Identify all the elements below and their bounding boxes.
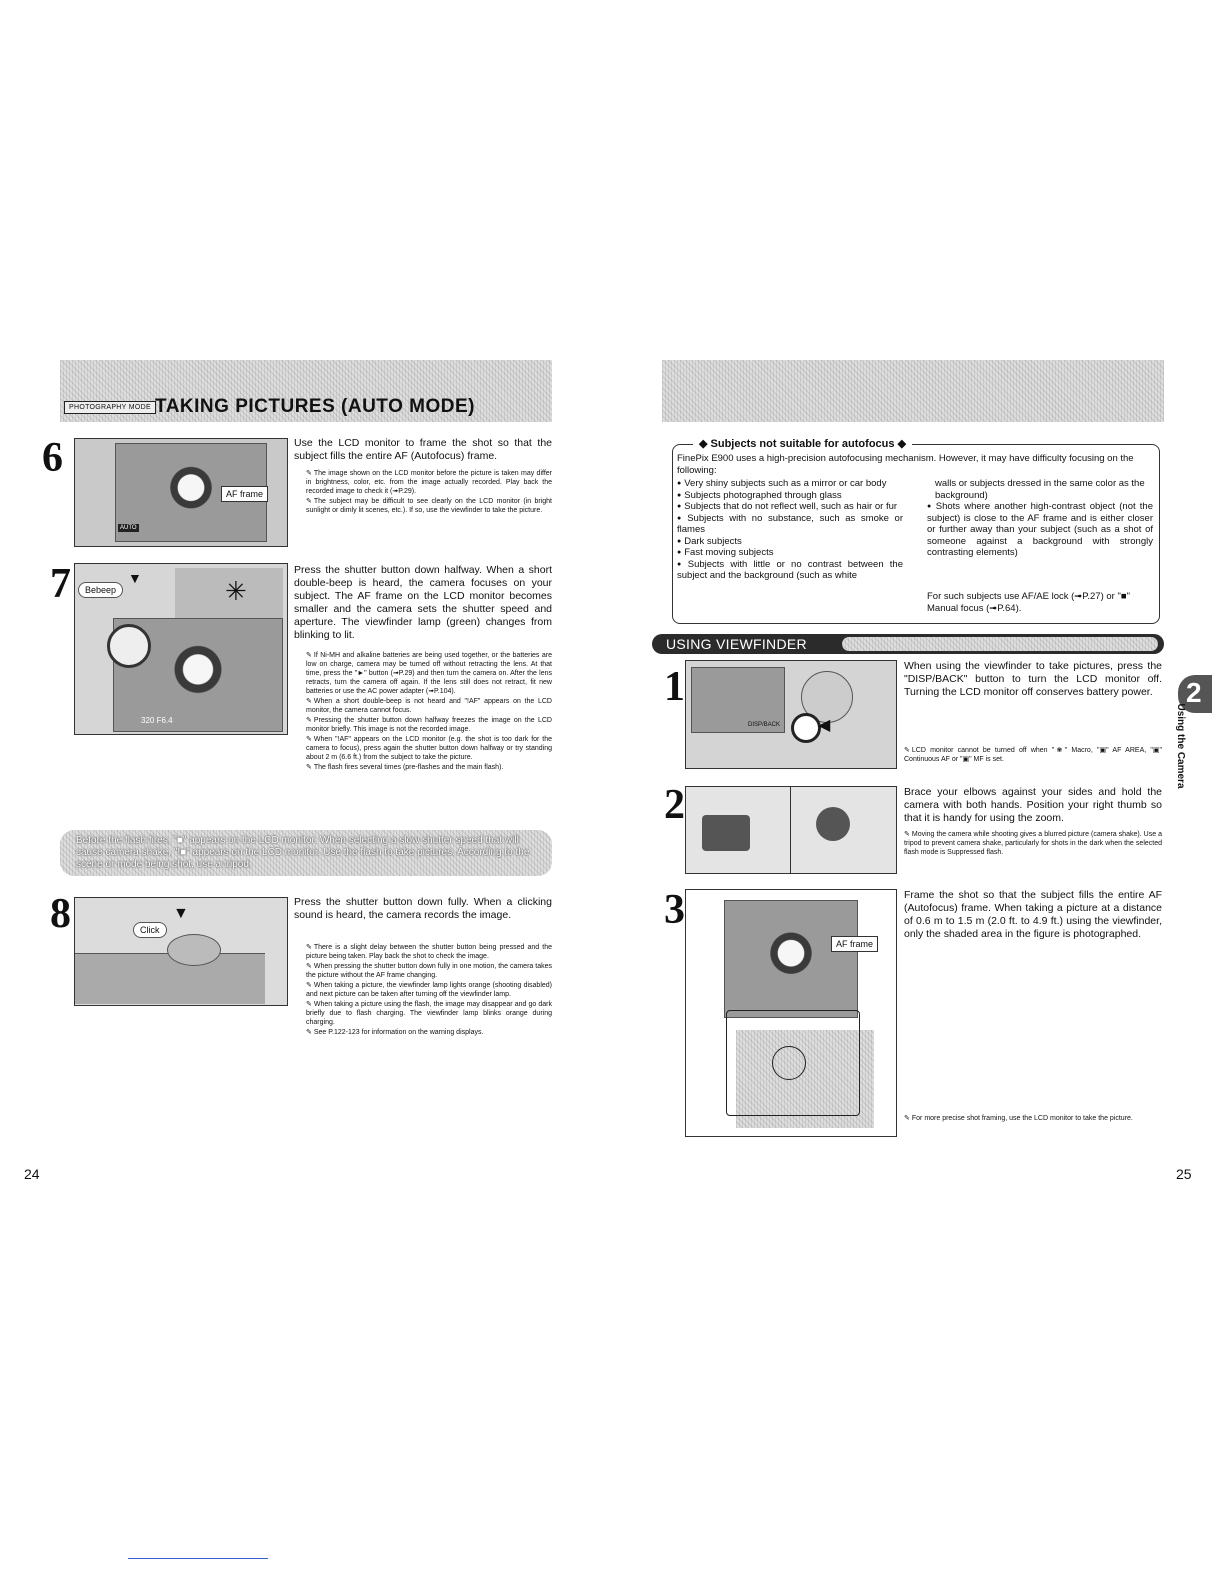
list-item: ● Very shiny subjects such as a mirror or car body [677,478,903,490]
v3-note: ✎ For more precise shot framing, use the LCD monitor to take the picture. [904,1114,1162,1123]
viewfinder-framing-illustration [685,889,897,1137]
shutter-press-arrow-icon: ▼ [173,905,189,922]
note: ✎ Pressing the shutter button down halfway freezes the image on the LCD monitor briefly. This image is not the recorded image. [306,716,552,734]
page-title: TAKING PICTURES (AUTO MODE) [155,396,475,417]
auto-mode-icon: AUTO [120,525,137,531]
click-bubble: Click [133,922,167,938]
side-hold-drawing [816,807,850,841]
list-item: ● Subjects photographed through glass [677,490,903,502]
note: ✎ When pressing the shutter button down fully in one motion, the camera takes the picture without the AF frame changing. [306,962,552,980]
front-hold-drawing [702,815,750,851]
list-item: ● Dark subjects [677,536,903,548]
chapter-tab-label: Using the Camera [1175,703,1186,789]
af-frame-callout: AF frame [221,486,268,502]
shutter-press-arrow-icon: ▼ [128,570,142,586]
page-number: 25 [1176,1166,1192,1182]
disp-back-button [791,713,821,743]
af-box-list-right [927,501,1153,559]
photography-mode-badge [64,401,156,414]
viewfinder-header-label: USING VIEWFINDER [666,636,807,652]
af-box-title [693,437,912,450]
top-banner [662,360,1164,422]
camera-body-drawing [75,953,265,1004]
diamond-icon: ◆ [699,438,708,450]
step-number: 8 [50,891,71,937]
list-item: ● Subjects with no substance, such as smoke or flames [677,513,903,536]
af-frame-callout: AF frame [831,936,878,952]
beep-bubble: Bebeep [78,582,123,598]
step8-text: Press the shutter button down fully. When a clicking sound is heard, the camera records the image. [294,896,552,921]
step-number: 2 [664,782,685,828]
page-number: 24 [24,1166,40,1182]
link-underline [128,1558,268,1559]
lcd-readout: 320 F6.4 [141,716,173,725]
step6-notes [306,469,552,516]
step8-notes [306,943,552,1038]
chapter-tab-number: 2 [1186,677,1202,708]
note: ✎ The flash fires several times (pre-flashes and the main flash). [306,763,552,772]
note: ✎ When taking a picture, the viewfinder lamp lights orange (shooting disabled) and next picture can be taken after turning off the viewfinder lamp. [306,981,552,999]
step6-text: Use the LCD monitor to frame the shot so that the subject fills the entire AF (Autofocus) frame. [294,437,552,462]
af-box-intro: FinePix E900 uses a high-precision autofocusing mechanism. However, it may have difficulty focusing on the following: [677,453,1134,476]
list-item: ● Subjects that do not reflect well, such as hair or fur [677,501,903,513]
divider [790,787,791,873]
af-target-circle [772,1046,806,1080]
header-fade [842,637,1158,651]
af-unsuitable-box [672,438,1160,624]
af-box-list-continuation: walls or subjects dressed in the same color as the background) [935,478,1145,501]
af-box-title-text: Subjects not suitable for autofocus [710,438,895,450]
step-number: 1 [664,664,685,710]
note: ✎ When a short double-beep is not heard and "!AF" appears on the LCD monitor, the camera cannot focus. [306,697,552,715]
diamond-icon: ◆ [897,438,907,450]
press-arrow-icon: ◀ [818,717,831,734]
step-number: 3 [664,887,685,933]
v3-text: Frame the shot so that the subject fills the entire AF (Autofocus) frame. When taking a picture at a distance of 0.6 m to 1.5 m (2.0 ft. to 4.9 ft.) using the viewfinder, only the shaded area in the figure is photographed. [904,889,1162,940]
list-item: ● Fast moving subjects [677,547,903,559]
v1-text: When using the viewfinder to take pictures, press the "DISP/BACK" button to turn the LCD monitor off. Turning the LCD monitor off conserves battery power. [904,660,1162,698]
af-box-footer: For such subjects use AF/AE lock (➟P.27) or "■" Manual focus (➟P.64). [927,591,1130,614]
af-lamp-icon: ✳ [225,576,247,606]
disp-back-illustration [685,660,897,769]
note: ✎ When "!AF" appears on the LCD monitor (e.g. the shot is too dark for the camera to focus), press again the shutter button down halfway or try standing about 2 m (6.6 ft.) from the subject to take the picture. [306,735,552,762]
note: ✎ The subject may be difficult to see clearly on the LCD monitor (in bright sunlight or dimly lit scenes, etc.). If so, use the viewfinder to take the picture. [306,497,552,515]
mode-badge-label: PHOTOGRAPHY MODE [69,404,151,411]
mode-dial-drawing [167,934,221,966]
step7-text: Press the shutter button down halfway. When a short double-beep is heard, the camera focuses on your subject. The AF frame on the LCD monitor becomes smaller and the camera sets the shutter speed and aperture. The viewfinder lamp (green) changes from blinking to lit. [294,564,552,641]
note: ✎ See P.122-123 for information on the warning displays. [306,1028,552,1037]
v2-text: Brace your elbows against your sides and hold the camera with both hands. Position your right thumb so that it is handy for using the zoom. [904,786,1162,824]
step-number: 6 [42,435,63,481]
note: ✎ The image shown on the LCD monitor before the picture is taken may differ in brightness, color, etc. from the image actually recorded. Play back the recorded image to check it (➟P.29). [306,469,552,496]
af-box-list-left [677,478,903,582]
step7-notes [306,651,552,773]
flash-warning-text: Before the flash fires, "■" appears on the LCD monitor. When selecting a slow shutter speed that will cause camera shake, "!■" appears on the LCD monitor. Use the flash to take pictures. According to the scene or mode being shot, use a tripod. [76,835,530,870]
note: ✎ There is a slight delay between the shutter button being pressed and the picture being taken. Play back the shot to check the image. [306,943,552,961]
v1-note: ✎ LCD monitor cannot be turned off when "❀" Macro, "▣" AF AREA, "▣" Continuous AF or "▣" MF is set. [904,746,1162,764]
disp-back-button-label: DISP/BACK [748,722,781,728]
note: ✎ When taking a picture using the flash, the image may disappear and go dark briefly due to flash charging. The viewfinder lamp blinks orange during charging. [306,1000,552,1027]
flash-warning-box [60,830,552,876]
zoom-magnifier-icon [107,624,151,668]
list-item: ● Shots where another high-contrast object (not the subject) is close to the AF frame and is either closer or further away than your subject (such as a shot of someone against a background with strongly contrasting elements) [927,501,1153,559]
viewfinder-section-header [652,634,1164,654]
note: ✎ If Ni-MH and alkaline batteries are being used together, or the batteries are low on charge, camera may be turned off without retracting the lens. At that time, press the "►" button (➟P.29) and then turn the camera on. After the lens retracts, turn the camera off again. If the lens still does not retract, fit new batteries or use the AC power adapter (➟P.104). [306,651,552,696]
holding-camera-illustration [685,786,897,874]
list-item: ● Subjects with little or no contrast between the subject and the background (such as white [677,559,903,582]
v2-note: ✎ Moving the camera while shooting gives a blurred picture (camera shake). Use a tripod to prevent camera shake, particularly for shots in the dark when the selected flash mode is Suppressed flash. [904,830,1162,857]
step-number: 7 [50,561,71,607]
